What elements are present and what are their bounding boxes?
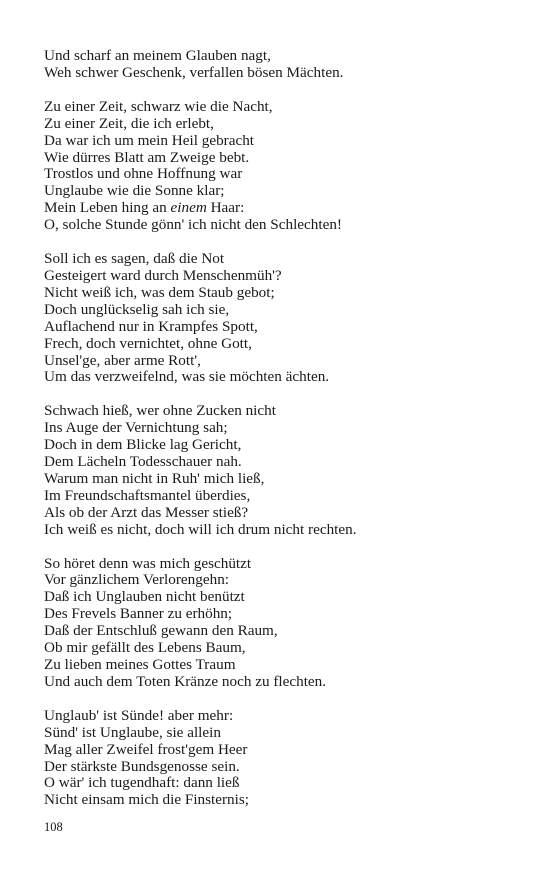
verse-line: Daß ich Unglauben nicht benützt: [44, 588, 245, 606]
verse-line: O wär' ich tugendhaft: dann ließ: [44, 774, 240, 792]
emphasized-word: einem: [170, 199, 207, 217]
verse-line: Soll ich es sagen, daß die Not: [44, 250, 225, 268]
verse-line: Warum man nicht in Ruh' mich ließ,: [44, 469, 265, 487]
verse-text: Haar:: [206, 199, 245, 217]
verse-line: Weh schwer Geschenk, verfallen bösen Mächten.: [44, 63, 344, 81]
poem-text: [44, 48, 524, 809]
verse-line: Frech, doch vernichtet, ohne Gott,: [44, 334, 252, 352]
verse-line: Zu lieben meines Gottes Traum: [44, 656, 236, 673]
verse-line: Im Freundschaftsmantel überdies,: [44, 486, 251, 504]
verse-line: Doch unglückselig sah ich sie,: [44, 300, 230, 318]
stanza: [44, 99, 524, 234]
page-number: 108: [44, 820, 63, 834]
verse-line: Unglaub' ist Sünde! aber mehr:: [44, 706, 234, 724]
verse-line: [44, 200, 524, 217]
verse-line: Des Frevels Banner zu erhöhn;: [44, 605, 233, 623]
verse-line: So höret denn was mich geschützt: [44, 554, 252, 572]
verse-line: Trostlos und ohne Hoffnung war: [44, 165, 243, 183]
verse-line: Als ob der Arzt das Messer stieß?: [44, 503, 249, 521]
verse-line: Um das verzweifelnd, was sie möchten ächten.: [44, 368, 330, 386]
verse-line: Ich weiß es nicht, doch will ich drum nicht rechten.: [44, 520, 357, 538]
verse-line: Zu einer Zeit, schwarz wie die Nacht,: [44, 97, 273, 115]
verse-line: Zu einer Zeit, die ich erlebt,: [44, 114, 214, 132]
verse-line: Und auch dem Toten Kränze noch zu flechten.: [44, 672, 327, 690]
verse-line: Wie dürres Blatt am Zweige bebt.: [44, 148, 250, 166]
verse-line: O, solche Stunde gönn' ich nicht den Schlechten!: [44, 216, 342, 234]
stanza: [44, 556, 524, 691]
verse-line: Gesteigert ward durch Menschenmüh'?: [44, 266, 282, 284]
verse-line: Der stärkste Bundsgenosse sein.: [44, 757, 240, 775]
stanza: [44, 48, 524, 82]
verse-line: Mag aller Zweifel frost'gem Heer: [44, 740, 248, 758]
verse-line: Nicht einsam mich die Finsternis;: [44, 791, 250, 809]
stanza: [44, 251, 524, 386]
verse-line: Doch in dem Blicke lag Gericht,: [44, 436, 242, 454]
stanza: [44, 403, 524, 538]
verse-line: Da war ich um mein Heil gebracht: [44, 131, 255, 149]
verse-line: Ins Auge der Vernichtung sah;: [44, 419, 228, 437]
verse-line: Vor gänzlichem Verlorengehn:: [44, 571, 230, 589]
verse-line: Auflachend nur in Krampfes Spott,: [44, 317, 258, 335]
verse-line: Unglaube wie die Sonne klar;: [44, 182, 225, 200]
verse-line: Sünd' ist Unglaube, sie allein: [44, 723, 221, 741]
verse-line: Unsel'ge, aber arme Rott',: [44, 351, 201, 369]
verse-line: Dem Lächeln Todesschauer nah.: [44, 453, 242, 471]
verse-text: Mein Leben hing an: [44, 199, 171, 217]
verse-line: Ob mir gefällt des Lebens Baum,: [44, 639, 246, 657]
stanza: [44, 708, 524, 809]
verse-line: Und scharf an meinem Glauben nagt,: [44, 47, 271, 64]
verse-line: Schwach hieß, wer ohne Zucken nicht: [44, 402, 276, 420]
verse-line: Daß der Entschluß gewann den Raum,: [44, 622, 278, 640]
verse-line: Nicht weiß ich, was dem Staub gebot;: [44, 283, 275, 301]
